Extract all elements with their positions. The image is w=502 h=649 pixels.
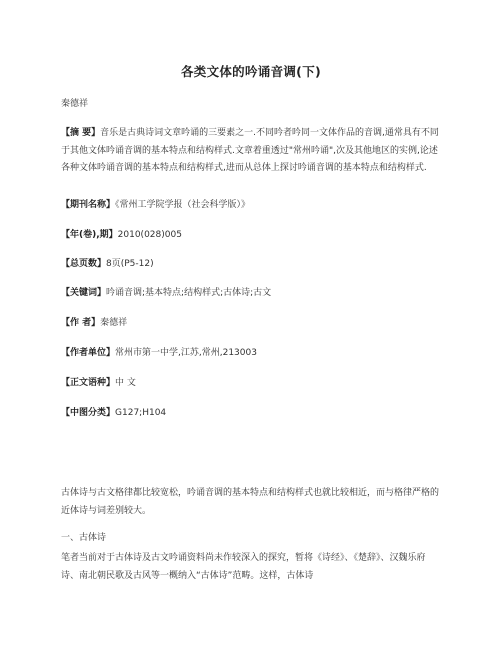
field-author-affiliation: [61, 345, 257, 358]
field-value: 8页(P5-12): [106, 259, 154, 269]
body-paragraph: 古体诗与古文格律都比较宽松，吟诵音调的基本特点和结构样式也就比较相近，而与格律严格的近体诗与词差别较大。: [61, 488, 440, 516]
body-paragraph: 笔者当前对于古体诗及古文吟诵资料尚未作较深入的探究，暂将《诗经》、《楚辞》、汉魏乐府诗、南北朝民歌及古风等一概纳入“古体诗”范畴。这样，古体诗: [61, 553, 426, 581]
field-year-volume: [61, 227, 182, 240]
field-journal-name: [61, 197, 250, 210]
field-label: 【作 者】: [61, 318, 101, 328]
section-heading: 一、古体诗: [61, 533, 107, 543]
field-keywords: [61, 285, 271, 298]
field-value: 吟诵音调;基本特点;结构样式;古体诗;古文: [106, 288, 272, 298]
abstract-label: 【摘 要】: [61, 128, 101, 138]
document-title: 各类文体的吟诵音调(下): [180, 64, 322, 79]
field-value: 中 文: [115, 378, 136, 388]
author-line: 秦德祥: [61, 99, 89, 109]
field-classification: [61, 405, 166, 418]
abstract-text: 音乐是古典诗词文章吟诵的三要素之一.不同吟者吟同一文体作品的音调,通常具有不同于其他文体吟诵音调的基本特点和结构样式.文章着重透过"常州吟诵",次及其他地区的实例,论述各种文体吟诵音调的基本特点和结构样式,进而从总体上探讨吟诵音调的基本特点和结构样式.: [61, 128, 439, 173]
field-label: 【正文语种】: [61, 378, 116, 388]
field-page-count: [61, 256, 154, 269]
field-author: [61, 315, 127, 328]
field-label: 【关键词】: [61, 288, 107, 298]
field-label: 【作者单位】: [61, 348, 116, 358]
field-label: 【年(卷),期】: [61, 230, 118, 240]
abstract-paragraph: [61, 125, 441, 178]
field-value: G127;H104: [115, 408, 167, 418]
field-label: 【总页数】: [61, 259, 107, 269]
field-value: 《常州工学院学报（社会科学版）》: [115, 200, 251, 210]
field-label: 【中图分类】: [61, 408, 116, 418]
field-value: 2010(028)005: [117, 230, 182, 240]
field-label: 【期刊名称】: [61, 200, 116, 210]
field-value: 秦德祥: [100, 318, 128, 328]
field-language: [61, 375, 136, 388]
field-value: 常州市第一中学,江苏,常州,213003: [115, 348, 257, 358]
